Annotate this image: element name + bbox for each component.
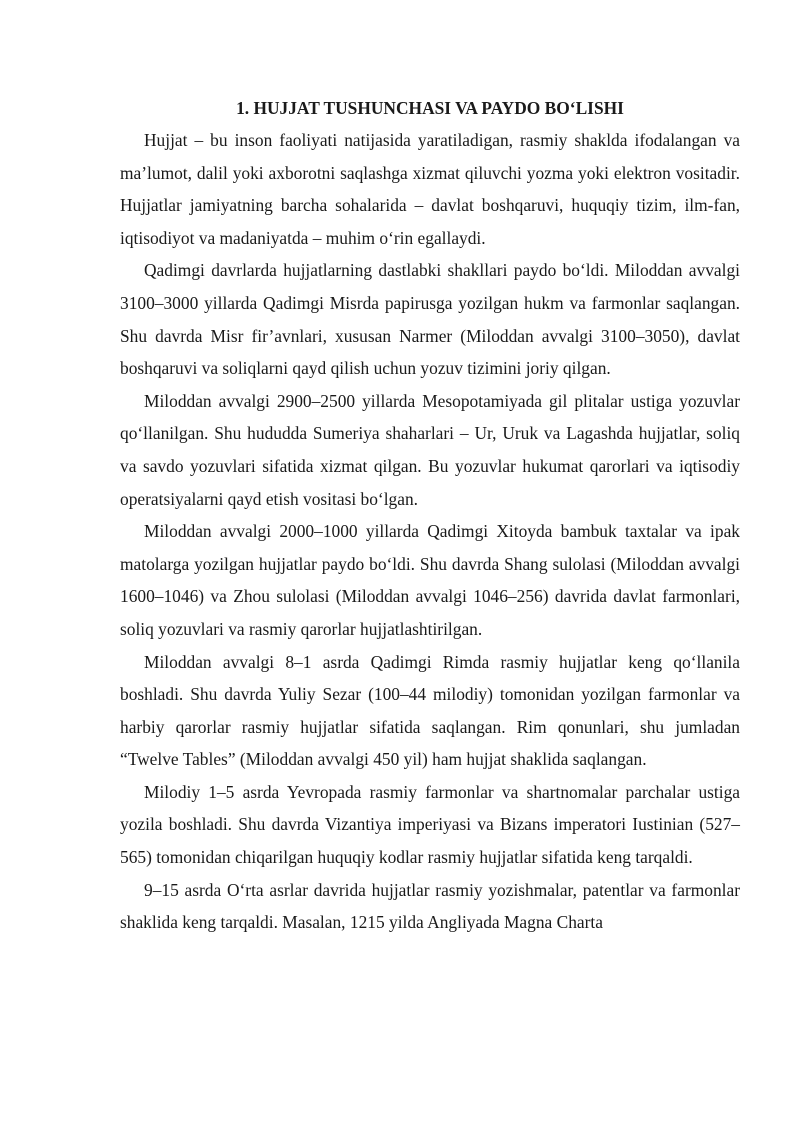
paragraph-ancient-egypt: Qadimgi davrlarda hujjatlarning dastlabki shakllari paydo bo‘ldi. Miloddan avvalgi 3100–3000 yillarda Qadimgi Misrda papirusga yozilgan hukm va farmonlar saqlangan. Shu davrda Misr fir’avnlari, xususan Narmer (Miloddan avvalgi 3100–3050), davlat boshqaruvi va soliqlarni qayd qilish uchun yozuv tizimini joriy qilgan.	[120, 260, 740, 379]
paragraph-definition: Hujjat – bu inson faoliyati natijasida yaratiladigan, rasmiy shaklda ifodalangan va ma’lumot, dalil yoki axborotni saqlashga xizmat qiluvchi yozma yoki elektron vositadir. Hujjatlar jamiyatning barcha sohalarida – davlat boshqaruvi, huquqiy tizim, ilm-fan, iqtisodiyot va madaniyatda – muhim o‘rin egallaydi.	[120, 130, 740, 248]
paragraph-mesopotamia: Miloddan avvalgi 2900–2500 yillarda Mesopotamiyada gil plitalar ustiga yozuvlar qo‘llanilgan. Shu hududda Sumeriya shaharlari – Ur, Uruk va Lagashda hujjatlar, soliq va savdo yozuvlari sifatida xizmat qilgan. Bu yozuvlar hukumat qarorlari va iqtisodiy operatsiyalarni qayd etish vositasi bo‘lgan.	[120, 390, 740, 509]
paragraph-europe-byzantium: Milodiy 1–5 asrda Yevropada rasmiy farmonlar va shartnomalar parchalar ustiga yozila boshladi. Shu davrda Vizantiya imperiyasi va Bizans imperatori Iustinian (527–565) tomonidan chiqarilgan huquqiy kodlar rasmiy hujjatlar sifatida keng tarqaldi.	[120, 781, 740, 868]
document-body	[120, 92, 740, 939]
paragraph-ancient-rome: Miloddan avvalgi 8–1 asrda Qadimgi Rimda rasmiy hujjatlar keng qo‘llanila boshladi. Shu davrda Yuliy Sezar (100–44 milodiy) tomonidan yozilgan farmonlar va harbiy qarorlar rasmiy hujjatlar sifatida saqlangan. Rim qonunlari, shu jumladan “Twelve Tables” (Miloddan avvalgi 450 yil) ham hujjat shaklida saqlangan.	[120, 651, 740, 770]
paragraph-ancient-china: Miloddan avvalgi 2000–1000 yillarda Qadimgi Xitoyda bambuk taxtalar va ipak matolarga yozilgan hujjatlar paydo bo‘ldi. Shu davrda Shang sulolasi (Miloddan avvalgi 1600–1046) va Zhou sulolasi (Miloddan avvalgi 1046–256) davrida davlat farmonlari, soliq yozuvlari va rasmiy qarorlar hujjatlashtirilgan.	[120, 521, 740, 639]
section-heading: 1. HUJJAT TUSHUNCHASI VA PAYDO BO‘LISHI	[236, 98, 624, 118]
paragraph-middle-ages: 9–15 asrda O‘rta asrlar davrida hujjatlar rasmiy yozishmalar, patentlar va farmonlar shaklida keng tarqaldi. Masalan, 1215 yilda Angliyada Magna Charta	[120, 879, 740, 933]
